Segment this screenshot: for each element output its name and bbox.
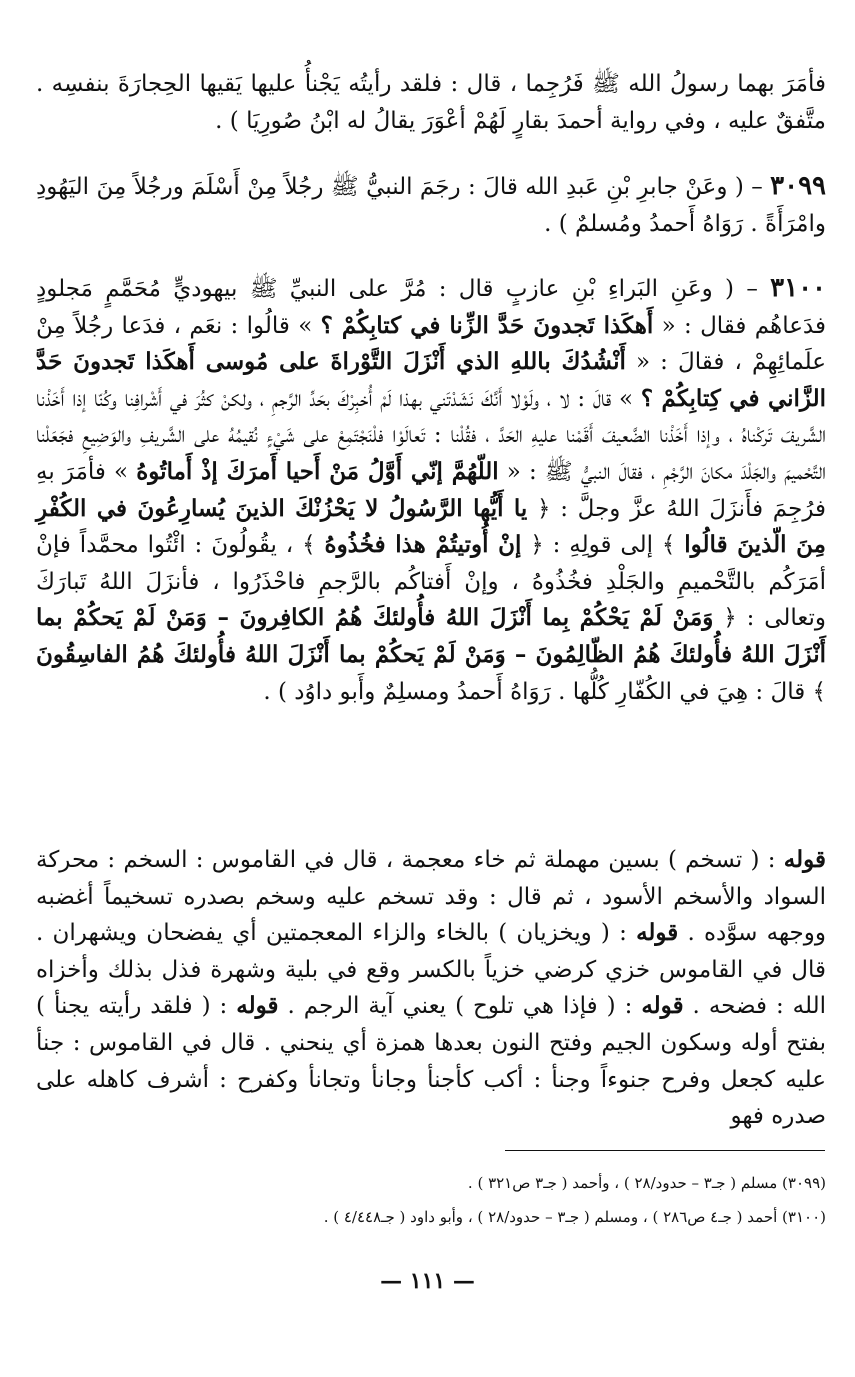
hadith-bold-segment: أَهكَذا تَجدونَ حَدَّ الزِّنا في كتابِكُمْ ؟ bbox=[320, 311, 654, 339]
hadith-bold-segment: أَنْشُدُكَ باللهِ الذي أَنْزَلَ التَّوْراةَ على مُوسى أَهكَذا تَجدونَ حَدَّ الزَّاني في كِتابِكُمْ ؟ bbox=[36, 348, 826, 412]
commentary-bold-segment: قوله bbox=[641, 992, 684, 1020]
hadith-bold-segment: وَمَنْ لَمْ يَحْكُمْ بِما أَنْزَلَ اللهُ فأُولئكَ هُمُ الكافِرونَ – وَمَنْ لَمْ يَحكُمْ بما أَنْزَلَ اللهُ فأُولئكَ هُمُ الظّالِمُونَ – وَمَنْ لَمْ يَحكُمْ بما أَنْزَلَ اللهُ فأُولئكَ هُمُ الفاسِقُونَ bbox=[36, 604, 826, 668]
footnote-3100: (٣١٠٠) أحمد ( جـ٤ ص٢٨٦ ) ، ومسلم ( جـ٣ – حدود/٢٨ ) ، وأبو داود ( جـ٤/٤٤٨ ) . bbox=[323, 1208, 826, 1226]
continuation-text: فأمَرَ بهما رسولُ الله ﷺ فَرُجِما ، قال : فلقد رأيتُه يَجْنأُ عليها يَقيها الحِجارَةَ بنفسِه . متَّفقٌ عليه ، وفي رواية أحمدَ بقارٍ لَهُمْ أعْوَرَ يقالُ له ابْنُ صُورِيَا ) . bbox=[36, 71, 826, 134]
commentary-segment: : ( تسخم ) بسين مهملة ثم خاء معجمة ، قال في القاموس : السخم : محركة السواد والأسخم الأسود ، ثم قال : وقد تسخم عليه وسخم بصدره تسخيماً أغضبه ووجهه سوَّده . bbox=[36, 847, 826, 947]
hadith-segment: » فأمَرَ بهِ فرُجِمَ فأَنزَلَ اللهُ عزَّ وجلَّ : ﴿ bbox=[36, 458, 827, 522]
hadith-3099 bbox=[36, 168, 826, 242]
page-number: — ١١١ — bbox=[380, 1268, 475, 1294]
hadith-number: ٣١٠٠ bbox=[770, 273, 826, 303]
commentary-bold-segment: قوله bbox=[236, 992, 279, 1020]
footnote-3099: (٣٠٩٩) مسلم ( جـ٣ – حدود/٢٨ ) ، وأحمد ( جـ٣ ص٣٢١ ) . bbox=[467, 1174, 826, 1192]
hadith-number: ٣٠٩٩ bbox=[770, 171, 826, 201]
commentary-segment: : ( ويخزيان ) بالخاء والزاء المعجمتين أي يفضحان ويشهران . قال في القاموس خزي كرضي خزياً بالكسر وقع في بلية وشهرة فذل بذلك وأخزاه الله : فضحه . bbox=[36, 920, 827, 1020]
hadith-bold-segment: اللّهُمَّ إنّي أَوَّلُ مَنْ أَحيا أَمرَكَ إذْ أَماتُوهُ bbox=[136, 457, 499, 485]
hadith-text: – ( وعَنْ جابرِ بْنِ عَبدِ الله قالَ : رجَمَ النبيُّ ﷺ رجُلاً مِنْ أَسْلَمَ ورجُلاً مِنَ اليَهُودِ وامْرَأَةً . رَوَاهُ أَحمدُ ومُسلمٌ ) . bbox=[36, 174, 826, 237]
hadith-segment: » قالُوا : نعَم ، فدَعا رجُلاً مِنْ علَمائِهِمْ ، فقالَ : « bbox=[36, 312, 826, 376]
continuation-paragraph bbox=[36, 66, 826, 139]
hadith-segment: – ( وعَنِ البَراءِ بْنِ عازبٍ قال : مُرَّ على النبيِّ ﷺ بيهوديٍّ مُحَمَّمٍ مَجلودٍ فدَعاهُم فقال : « bbox=[36, 276, 826, 339]
hadith-segment: ﴾ قالَ : هِيَ في الكُفّارِ كُلُّها . رَوَاهُ أَحمدُ ومسلِمٌ وأَبو داوُد ) . bbox=[263, 678, 826, 705]
commentary-paragraph bbox=[36, 842, 826, 1135]
commentary-bold-segment: قوله bbox=[636, 919, 679, 947]
footnote-divider bbox=[505, 1150, 825, 1151]
hadith-3100 bbox=[36, 270, 826, 710]
commentary-text bbox=[36, 847, 826, 1129]
commentary-bold-segment: قوله bbox=[783, 846, 826, 873]
hadith-segment: ﴾ ، يقُولُونَ : ائْتُوا محمَّداً فإنْ أمَرَكُم بالتَّحْميمِ والجَلْدِ فخُذُوهُ ، وإنْ أَفتاكُم بالرَّجمِ فاحْذَرُوا ، فأنزَلَ اللهُ تَبارَكَ وتعالى : ﴿ bbox=[36, 532, 826, 632]
hadith-bold-segment: يا أَيُّها الرَّسُولُ لا يَحْزُنْكَ الذينَ يُسارِعُونَ في الكُفْرِ مِنَ الّذينَ قالُوا bbox=[36, 494, 826, 559]
commentary-segment: : ( فإذا هي تلوح ) يعني آية الرجم . bbox=[278, 993, 642, 1020]
hadith-segment: ﴾ إلى قولِهِ : ﴿ bbox=[521, 532, 685, 559]
commentary-segment: : ( فلقد رأيته يجنأ ) بفتح أوله وسكون الجيم وفتح النون بعدها همزة أي ينحني . قال في القاموس : جنأ عليه كجعل وفرح جنوءاً وجنأ : أكب كأجنأ وجانأ وتجانأ وكفرح : أشرف كاهله على صدره فهو bbox=[36, 993, 826, 1130]
hadith-segment: » قالَ : لا ، ولَوْلا أَنَّكَ نَشَدْتَني بهذا لَمْ أُخبِرْكَ بحَدِّ الرَّجمِ ، ولكنْ كثُرَ في أَشْرافِنا وكُنّا إذا أَخَذْنا الشَّريفَ تَركْناهُ ، وإذا أَخَذْنا الضَّعيفَ أَقَمْنا عليهِ الحَدَّ ، فقُلْنا : تَعالَوْا فلْنَجْتَمِعْ على شَيْءٍ نُقيمُهُ على الشَّريفِ والوَضِيعِ فجَعَلْنا التَّحْميمَ والجَلْدَ مكانَ الرَّجْمِ ، فقالَ النبيُّ ﷺ : « bbox=[36, 385, 827, 485]
hadith-text bbox=[36, 276, 826, 705]
hadith-bold-segment: إنْ أُوتيتُمْ هذا فخُذُوهُ bbox=[324, 531, 522, 559]
